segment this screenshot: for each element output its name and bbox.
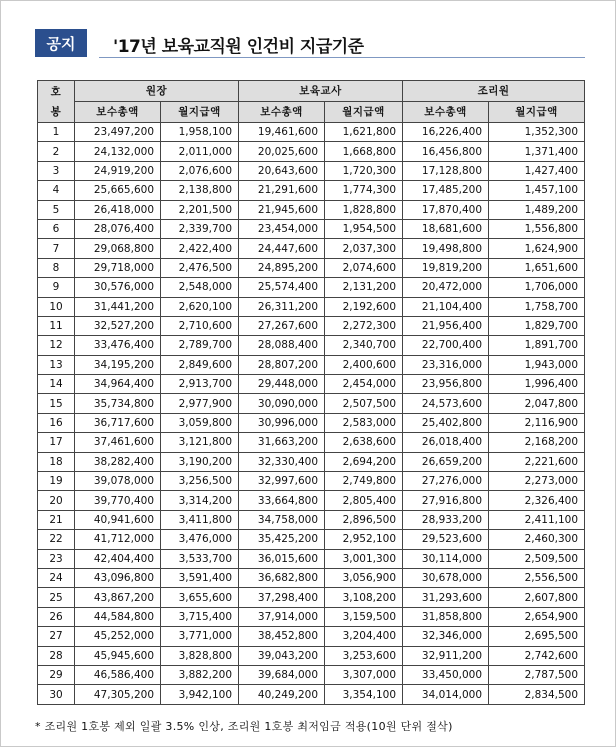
table-row xyxy=(38,530,585,549)
amount-cell: 19,498,800 xyxy=(403,239,489,258)
amount-cell: 24,895,200 xyxy=(239,258,325,277)
amount-cell: 2,742,600 xyxy=(489,646,585,665)
amount-cell: 2,138,800 xyxy=(161,181,239,200)
footnote: * 조리원 1호봉 제외 일괄 3.5% 인상, 조리원 1호봉 최저임금 적용(10원 단위 절삭) xyxy=(35,720,453,733)
amount-cell: 2,977,900 xyxy=(161,394,239,413)
amount-cell: 23,316,000 xyxy=(403,355,489,374)
amount-cell: 2,454,000 xyxy=(325,375,403,394)
amount-cell: 3,591,400 xyxy=(161,568,239,587)
amount-cell: 25,402,800 xyxy=(403,413,489,432)
amount-cell: 2,694,200 xyxy=(325,452,403,471)
amount-cell: 45,252,000 xyxy=(75,627,161,646)
amount-cell: 3,159,500 xyxy=(325,607,403,626)
amount-cell: 3,411,800 xyxy=(161,510,239,529)
step-cell: 10 xyxy=(38,297,75,316)
amount-cell: 2,849,600 xyxy=(161,355,239,374)
amount-cell: 47,305,200 xyxy=(75,685,161,704)
amount-cell: 41,712,000 xyxy=(75,530,161,549)
amount-cell: 18,681,600 xyxy=(403,219,489,238)
amount-cell: 1,706,000 xyxy=(489,278,585,297)
amount-cell: 44,584,800 xyxy=(75,607,161,626)
amount-cell: 35,425,200 xyxy=(239,530,325,549)
step-cell: 6 xyxy=(38,219,75,238)
amount-cell: 2,076,600 xyxy=(161,161,239,180)
amount-cell: 30,678,000 xyxy=(403,568,489,587)
amount-cell: 35,734,800 xyxy=(75,394,161,413)
amount-cell: 1,954,500 xyxy=(325,219,403,238)
amount-cell: 23,956,800 xyxy=(403,375,489,394)
step-cell: 3 xyxy=(38,161,75,180)
amount-cell: 33,476,400 xyxy=(75,336,161,355)
step-cell: 17 xyxy=(38,433,75,452)
step-cell: 13 xyxy=(38,355,75,374)
amount-cell: 26,018,400 xyxy=(403,433,489,452)
amount-cell: 2,805,400 xyxy=(325,491,403,510)
step-cell: 15 xyxy=(38,394,75,413)
step-header-char: 호 xyxy=(50,85,62,98)
amount-cell: 2,037,300 xyxy=(325,239,403,258)
sub-header-total: 보수총액 xyxy=(239,102,325,123)
amount-cell: 19,819,200 xyxy=(403,258,489,277)
amount-cell: 2,201,500 xyxy=(161,200,239,219)
amount-cell: 2,787,500 xyxy=(489,665,585,684)
table-row xyxy=(38,627,585,646)
step-cell: 29 xyxy=(38,665,75,684)
amount-cell: 24,132,000 xyxy=(75,142,161,161)
amount-cell: 34,195,200 xyxy=(75,355,161,374)
table-row xyxy=(38,646,585,665)
amount-cell: 1,556,800 xyxy=(489,219,585,238)
amount-cell: 3,354,100 xyxy=(325,685,403,704)
amount-cell: 17,870,400 xyxy=(403,200,489,219)
amount-cell: 34,758,000 xyxy=(239,510,325,529)
step-cell: 21 xyxy=(38,510,75,529)
amount-cell: 19,461,600 xyxy=(239,123,325,142)
amount-cell: 3,882,200 xyxy=(161,665,239,684)
amount-cell: 30,576,000 xyxy=(75,278,161,297)
table-row xyxy=(38,588,585,607)
amount-cell: 2,607,800 xyxy=(489,588,585,607)
amount-cell: 17,485,200 xyxy=(403,181,489,200)
amount-cell: 39,770,400 xyxy=(75,491,161,510)
amount-cell: 2,789,700 xyxy=(161,336,239,355)
step-cell: 26 xyxy=(38,607,75,626)
amount-cell: 24,573,600 xyxy=(403,394,489,413)
amount-cell: 37,461,600 xyxy=(75,433,161,452)
amount-cell: 2,047,800 xyxy=(489,394,585,413)
amount-cell: 1,758,700 xyxy=(489,297,585,316)
step-cell: 7 xyxy=(38,239,75,258)
table-row xyxy=(38,375,585,394)
step-cell: 24 xyxy=(38,568,75,587)
table-row xyxy=(38,336,585,355)
sub-header-monthly: 월지급액 xyxy=(489,102,585,123)
amount-cell: 3,715,400 xyxy=(161,607,239,626)
table-row xyxy=(38,413,585,432)
table-row xyxy=(38,316,585,335)
amount-cell: 2,192,600 xyxy=(325,297,403,316)
amount-cell: 17,128,800 xyxy=(403,161,489,180)
amount-cell: 2,509,500 xyxy=(489,549,585,568)
amount-cell: 29,718,000 xyxy=(75,258,161,277)
amount-cell: 3,476,000 xyxy=(161,530,239,549)
amount-cell: 2,896,500 xyxy=(325,510,403,529)
amount-cell: 37,914,000 xyxy=(239,607,325,626)
amount-cell: 21,956,400 xyxy=(403,316,489,335)
amount-cell: 29,448,000 xyxy=(239,375,325,394)
table-row xyxy=(38,278,585,297)
amount-cell: 3,059,800 xyxy=(161,413,239,432)
amount-cell: 1,427,400 xyxy=(489,161,585,180)
step-cell: 23 xyxy=(38,549,75,568)
step-cell: 19 xyxy=(38,472,75,491)
table-row xyxy=(38,297,585,316)
amount-cell: 21,291,600 xyxy=(239,181,325,200)
amount-cell: 22,700,400 xyxy=(403,336,489,355)
amount-cell: 34,014,000 xyxy=(403,685,489,704)
table-row xyxy=(38,472,585,491)
notice-badge: 공지 xyxy=(35,29,87,57)
amount-cell: 45,945,600 xyxy=(75,646,161,665)
amount-cell: 1,624,900 xyxy=(489,239,585,258)
amount-cell: 30,996,000 xyxy=(239,413,325,432)
amount-cell: 39,684,000 xyxy=(239,665,325,684)
amount-cell: 43,096,800 xyxy=(75,568,161,587)
amount-cell: 39,043,200 xyxy=(239,646,325,665)
amount-cell: 2,913,700 xyxy=(161,375,239,394)
table-row xyxy=(38,239,585,258)
table-row xyxy=(38,491,585,510)
table-row xyxy=(38,394,585,413)
amount-cell: 1,457,100 xyxy=(489,181,585,200)
amount-cell: 2,131,200 xyxy=(325,278,403,297)
amount-cell: 2,507,500 xyxy=(325,394,403,413)
amount-cell: 3,056,900 xyxy=(325,568,403,587)
group-header-director: 원장 xyxy=(75,81,239,102)
step-cell: 27 xyxy=(38,627,75,646)
step-cell: 14 xyxy=(38,375,75,394)
amount-cell: 2,411,100 xyxy=(489,510,585,529)
salary-table-body xyxy=(38,123,585,705)
amount-cell: 26,311,200 xyxy=(239,297,325,316)
amount-cell: 2,460,300 xyxy=(489,530,585,549)
table-row xyxy=(38,452,585,471)
table-row xyxy=(38,665,585,684)
amount-cell: 43,867,200 xyxy=(75,588,161,607)
sub-header-monthly: 월지급액 xyxy=(161,102,239,123)
sub-header-total: 보수총액 xyxy=(75,102,161,123)
amount-cell: 3,204,400 xyxy=(325,627,403,646)
amount-cell: 32,330,400 xyxy=(239,452,325,471)
table-row xyxy=(38,568,585,587)
amount-cell: 3,771,000 xyxy=(161,627,239,646)
amount-cell: 2,749,800 xyxy=(325,472,403,491)
amount-cell: 38,282,400 xyxy=(75,452,161,471)
amount-cell: 2,074,600 xyxy=(325,258,403,277)
amount-cell: 24,447,600 xyxy=(239,239,325,258)
amount-cell: 37,298,400 xyxy=(239,588,325,607)
amount-cell: 3,828,800 xyxy=(161,646,239,665)
amount-cell: 29,523,600 xyxy=(403,530,489,549)
amount-cell: 2,116,900 xyxy=(489,413,585,432)
amount-cell: 2,695,500 xyxy=(489,627,585,646)
step-cell: 4 xyxy=(38,181,75,200)
table-row xyxy=(38,258,585,277)
step-cell: 8 xyxy=(38,258,75,277)
amount-cell: 2,339,700 xyxy=(161,219,239,238)
step-cell: 25 xyxy=(38,588,75,607)
step-cell: 18 xyxy=(38,452,75,471)
amount-cell: 24,919,200 xyxy=(75,161,161,180)
table-row xyxy=(38,219,585,238)
amount-cell: 2,011,000 xyxy=(161,142,239,161)
document-title: '17년 보육교직원 인건비 지급기준 xyxy=(113,37,364,57)
amount-cell: 2,168,200 xyxy=(489,433,585,452)
amount-cell: 2,422,400 xyxy=(161,239,239,258)
amount-cell: 1,828,800 xyxy=(325,200,403,219)
amount-cell: 2,272,300 xyxy=(325,316,403,335)
sub-header-total: 보수총액 xyxy=(403,102,489,123)
amount-cell: 3,108,200 xyxy=(325,588,403,607)
group-header-cook: 조리원 xyxy=(403,81,585,102)
amount-cell: 31,293,600 xyxy=(403,588,489,607)
amount-cell: 16,456,800 xyxy=(403,142,489,161)
table-row xyxy=(38,123,585,142)
table-row xyxy=(38,510,585,529)
amount-cell: 26,659,200 xyxy=(403,452,489,471)
step-cell: 5 xyxy=(38,200,75,219)
amount-cell: 3,314,200 xyxy=(161,491,239,510)
step-cell: 16 xyxy=(38,413,75,432)
table-row xyxy=(38,355,585,374)
amount-cell: 3,307,000 xyxy=(325,665,403,684)
amount-cell: 39,078,000 xyxy=(75,472,161,491)
step-cell: 9 xyxy=(38,278,75,297)
amount-cell: 2,556,500 xyxy=(489,568,585,587)
step-cell: 2 xyxy=(38,142,75,161)
amount-cell: 33,664,800 xyxy=(239,491,325,510)
amount-cell: 2,952,100 xyxy=(325,530,403,549)
amount-cell: 3,190,200 xyxy=(161,452,239,471)
amount-cell: 1,958,100 xyxy=(161,123,239,142)
step-cell: 22 xyxy=(38,530,75,549)
amount-cell: 2,710,600 xyxy=(161,316,239,335)
amount-cell: 25,574,400 xyxy=(239,278,325,297)
amount-cell: 26,418,000 xyxy=(75,200,161,219)
amount-cell: 28,807,200 xyxy=(239,355,325,374)
amount-cell: 1,352,300 xyxy=(489,123,585,142)
salary-table-container xyxy=(37,80,584,705)
group-header-teacher: 보육교사 xyxy=(239,81,403,102)
amount-cell: 30,090,000 xyxy=(239,394,325,413)
amount-cell: 27,276,000 xyxy=(403,472,489,491)
amount-cell: 2,638,600 xyxy=(325,433,403,452)
table-row xyxy=(38,142,585,161)
table-row xyxy=(38,200,585,219)
amount-cell: 31,441,200 xyxy=(75,297,161,316)
step-cell: 30 xyxy=(38,685,75,704)
amount-cell: 2,476,500 xyxy=(161,258,239,277)
table-row xyxy=(38,607,585,626)
amount-cell: 2,340,700 xyxy=(325,336,403,355)
amount-cell: 38,452,800 xyxy=(239,627,325,646)
amount-cell: 1,720,300 xyxy=(325,161,403,180)
step-cell: 20 xyxy=(38,491,75,510)
amount-cell: 2,834,500 xyxy=(489,685,585,704)
step-cell: 28 xyxy=(38,646,75,665)
amount-cell: 1,891,700 xyxy=(489,336,585,355)
amount-cell: 36,682,800 xyxy=(239,568,325,587)
amount-cell: 32,997,600 xyxy=(239,472,325,491)
amount-cell: 46,586,400 xyxy=(75,665,161,684)
step-cell: 11 xyxy=(38,316,75,335)
amount-cell: 28,088,400 xyxy=(239,336,325,355)
step-header-char: 봉 xyxy=(50,105,62,118)
amount-cell: 2,548,000 xyxy=(161,278,239,297)
amount-cell: 1,651,600 xyxy=(489,258,585,277)
amount-cell: 16,226,400 xyxy=(403,123,489,142)
amount-cell: 32,346,000 xyxy=(403,627,489,646)
amount-cell: 28,076,400 xyxy=(75,219,161,238)
amount-cell: 3,121,800 xyxy=(161,433,239,452)
amount-cell: 2,583,000 xyxy=(325,413,403,432)
amount-cell: 28,933,200 xyxy=(403,510,489,529)
salary-table xyxy=(37,80,585,705)
table-row xyxy=(38,161,585,180)
amount-cell: 3,256,500 xyxy=(161,472,239,491)
amount-cell: 1,489,200 xyxy=(489,200,585,219)
amount-cell: 2,221,600 xyxy=(489,452,585,471)
amount-cell: 3,655,600 xyxy=(161,588,239,607)
amount-cell: 3,253,600 xyxy=(325,646,403,665)
amount-cell: 1,829,700 xyxy=(489,316,585,335)
amount-cell: 31,663,200 xyxy=(239,433,325,452)
document-header xyxy=(35,29,585,59)
amount-cell: 32,911,200 xyxy=(403,646,489,665)
amount-cell: 23,454,000 xyxy=(239,219,325,238)
step-header xyxy=(38,81,75,123)
amount-cell: 29,068,800 xyxy=(75,239,161,258)
amount-cell: 40,249,200 xyxy=(239,685,325,704)
amount-cell: 23,497,200 xyxy=(75,123,161,142)
table-row xyxy=(38,181,585,200)
amount-cell: 2,654,900 xyxy=(489,607,585,626)
table-row xyxy=(38,685,585,704)
amount-cell: 20,025,600 xyxy=(239,142,325,161)
amount-cell: 36,015,600 xyxy=(239,549,325,568)
amount-cell: 1,371,400 xyxy=(489,142,585,161)
amount-cell: 34,964,400 xyxy=(75,375,161,394)
amount-cell: 27,916,800 xyxy=(403,491,489,510)
amount-cell: 32,527,200 xyxy=(75,316,161,335)
amount-cell: 20,472,000 xyxy=(403,278,489,297)
amount-cell: 21,104,400 xyxy=(403,297,489,316)
amount-cell: 2,326,400 xyxy=(489,491,585,510)
amount-cell: 1,996,400 xyxy=(489,375,585,394)
amount-cell: 2,273,000 xyxy=(489,472,585,491)
amount-cell: 27,267,600 xyxy=(239,316,325,335)
amount-cell: 30,114,000 xyxy=(403,549,489,568)
step-cell: 1 xyxy=(38,123,75,142)
amount-cell: 25,665,600 xyxy=(75,181,161,200)
amount-cell: 1,774,300 xyxy=(325,181,403,200)
amount-cell: 21,945,600 xyxy=(239,200,325,219)
amount-cell: 3,001,300 xyxy=(325,549,403,568)
amount-cell: 33,450,000 xyxy=(403,665,489,684)
title-underline xyxy=(99,57,585,58)
sub-header-monthly: 월지급액 xyxy=(325,102,403,123)
table-row xyxy=(38,549,585,568)
amount-cell: 1,668,800 xyxy=(325,142,403,161)
amount-cell: 3,942,100 xyxy=(161,685,239,704)
amount-cell: 2,620,100 xyxy=(161,297,239,316)
amount-cell: 20,643,600 xyxy=(239,161,325,180)
amount-cell: 36,717,600 xyxy=(75,413,161,432)
amount-cell: 1,621,800 xyxy=(325,123,403,142)
step-cell: 12 xyxy=(38,336,75,355)
amount-cell: 1,943,000 xyxy=(489,355,585,374)
amount-cell: 40,941,600 xyxy=(75,510,161,529)
amount-cell: 2,400,600 xyxy=(325,355,403,374)
amount-cell: 42,404,400 xyxy=(75,549,161,568)
amount-cell: 31,858,800 xyxy=(403,607,489,626)
amount-cell: 3,533,700 xyxy=(161,549,239,568)
table-row xyxy=(38,433,585,452)
